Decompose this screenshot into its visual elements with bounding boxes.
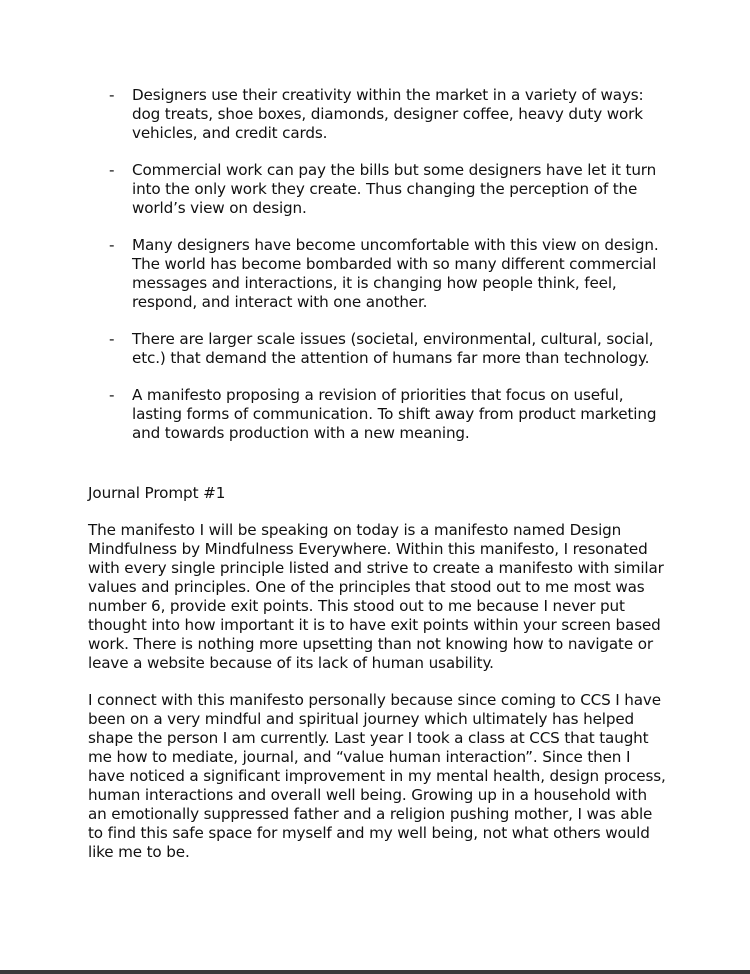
bullet-text: There are larger scale issues (societal, environmental, cultural, social, etc.) that demand the attention of humans far more than technology. xyxy=(132,330,654,367)
bullet-dash: - xyxy=(109,236,115,254)
list-item xyxy=(109,386,669,443)
page-bottom-border xyxy=(0,970,750,974)
journal-paragraph: The manifesto I will be speaking on today is a manifesto named Design Mindfulness by Mindfulness Everywhere. Within this manifesto, I resonated with every single principle listed and strive to create a manifesto with similar values and principles. One of the principles that stood out to me most was number 6, provide exit points. This stood out to me because I never put thought into how important it is to have exit points within your screen based work. There is nothing more upsetting than not knowing how to navigate or leave a website because of its lack of human usability. xyxy=(88,521,664,672)
journal-heading: Journal Prompt #1 xyxy=(88,484,226,502)
bullet-text: Many designers have become uncomfortable with this view on design. The world has become bombarded with so many different commercial messages and interactions, it is changing how people think, feel, respond, and interact with one another. xyxy=(132,236,659,311)
bullet-dash: - xyxy=(109,386,115,404)
bullet-text: Commercial work can pay the bills but some designers have let it turn into the only work they create. Thus changing the perception of the world’s view on design. xyxy=(132,161,657,217)
bullet-dash: - xyxy=(109,161,115,179)
list-item xyxy=(109,86,669,143)
bullet-dash: - xyxy=(109,330,115,348)
list-item xyxy=(109,236,669,312)
bullet-list xyxy=(109,86,669,461)
bullet-dash: - xyxy=(109,86,115,104)
list-item xyxy=(109,161,669,218)
bullet-text: Designers use their creativity within the market in a variety of ways: dog treats, shoe boxes, diamonds, designer coffee, heavy duty work vehicles, and credit cards. xyxy=(132,86,644,142)
journal-paragraph: I connect with this manifesto personally because since coming to CCS I have been on a very mindful and spiritual journey which ultimately has helped shape the person I am currently. Last year I took a class at CCS that taught me how to mediate, journal, and “value human interaction”. Since then I have noticed a significant improvement in my mental health, design process, human interactions and overall well being. Growing up in a household with an emotionally suppressed father and a religion pushing mother, I was able to find this safe space for myself and my well being, not what others would like me to be. xyxy=(88,691,666,861)
list-item xyxy=(109,330,669,368)
bullet-text: A manifesto proposing a revision of priorities that focus on useful, lasting forms of communication. To shift away from product marketing and towards production with a new meaning. xyxy=(132,386,657,442)
